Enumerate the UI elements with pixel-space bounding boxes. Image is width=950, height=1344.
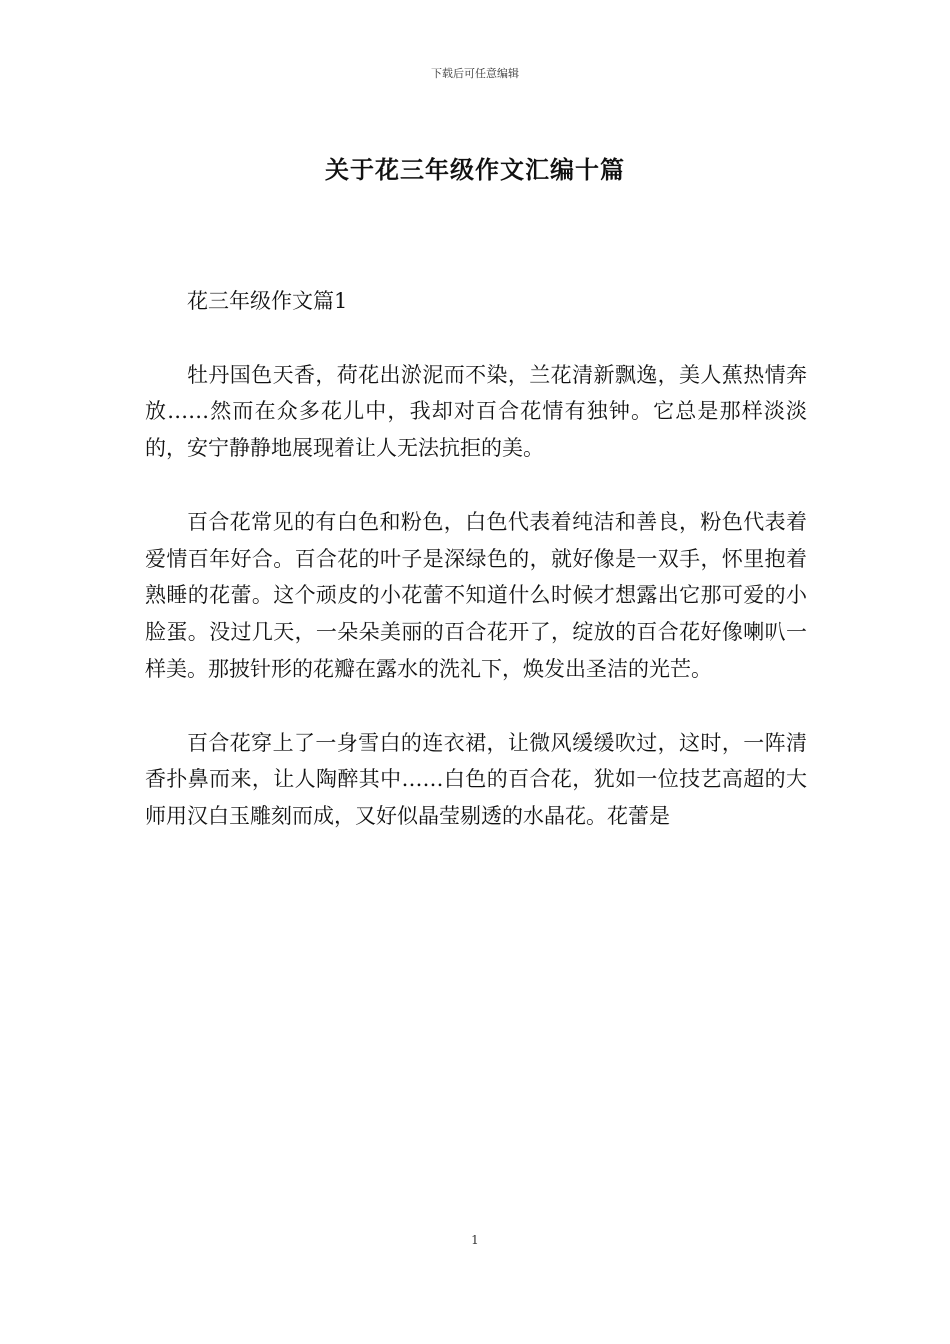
page-number: 1 (471, 1233, 479, 1247)
paragraph: 牡丹国色天香，荷花出淤泥而不染，兰花清新飘逸，美人蕉热情奔放……然而在众多花儿中，我却对百合花情有独钟。它总是那样淡淡的，安宁静静地展现着让人无法抗拒的美。 (145, 362, 807, 461)
paragraph: 百合花穿上了一身雪白的连衣裙，让微风缓缓吹过，这时，一阵清香扑鼻而来，让人陶醉其中……白色的百合花，犹如一位技艺高超的大师用汉白玉雕刻而成，又好似晶莹剔透的水晶花。花蕾是 (145, 730, 807, 829)
document-body (145, 283, 807, 872)
header-note: 下载后可任意编辑 (431, 67, 519, 80)
paragraph: 百合花常见的有白色和粉色，白色代表着纯洁和善良，粉色代表着爱情百年好合。百合花的叶子是深绿色的，就好像是一双手，怀里抱着熟睡的花蕾。这个顽皮的小花蕾不知道什么时候才想露出它那可爱的小脸蛋。没过几天，一朵朵美丽的百合花开了，绽放的百合花好像喇叭一样美。那披针形的花瓣在露水的洗礼下，焕发出圣洁的光芒。 (145, 509, 807, 681)
document-title: 关于花三年级作文汇编十篇 (325, 155, 625, 184)
section-heading: 花三年级作文篇1 (187, 289, 348, 313)
